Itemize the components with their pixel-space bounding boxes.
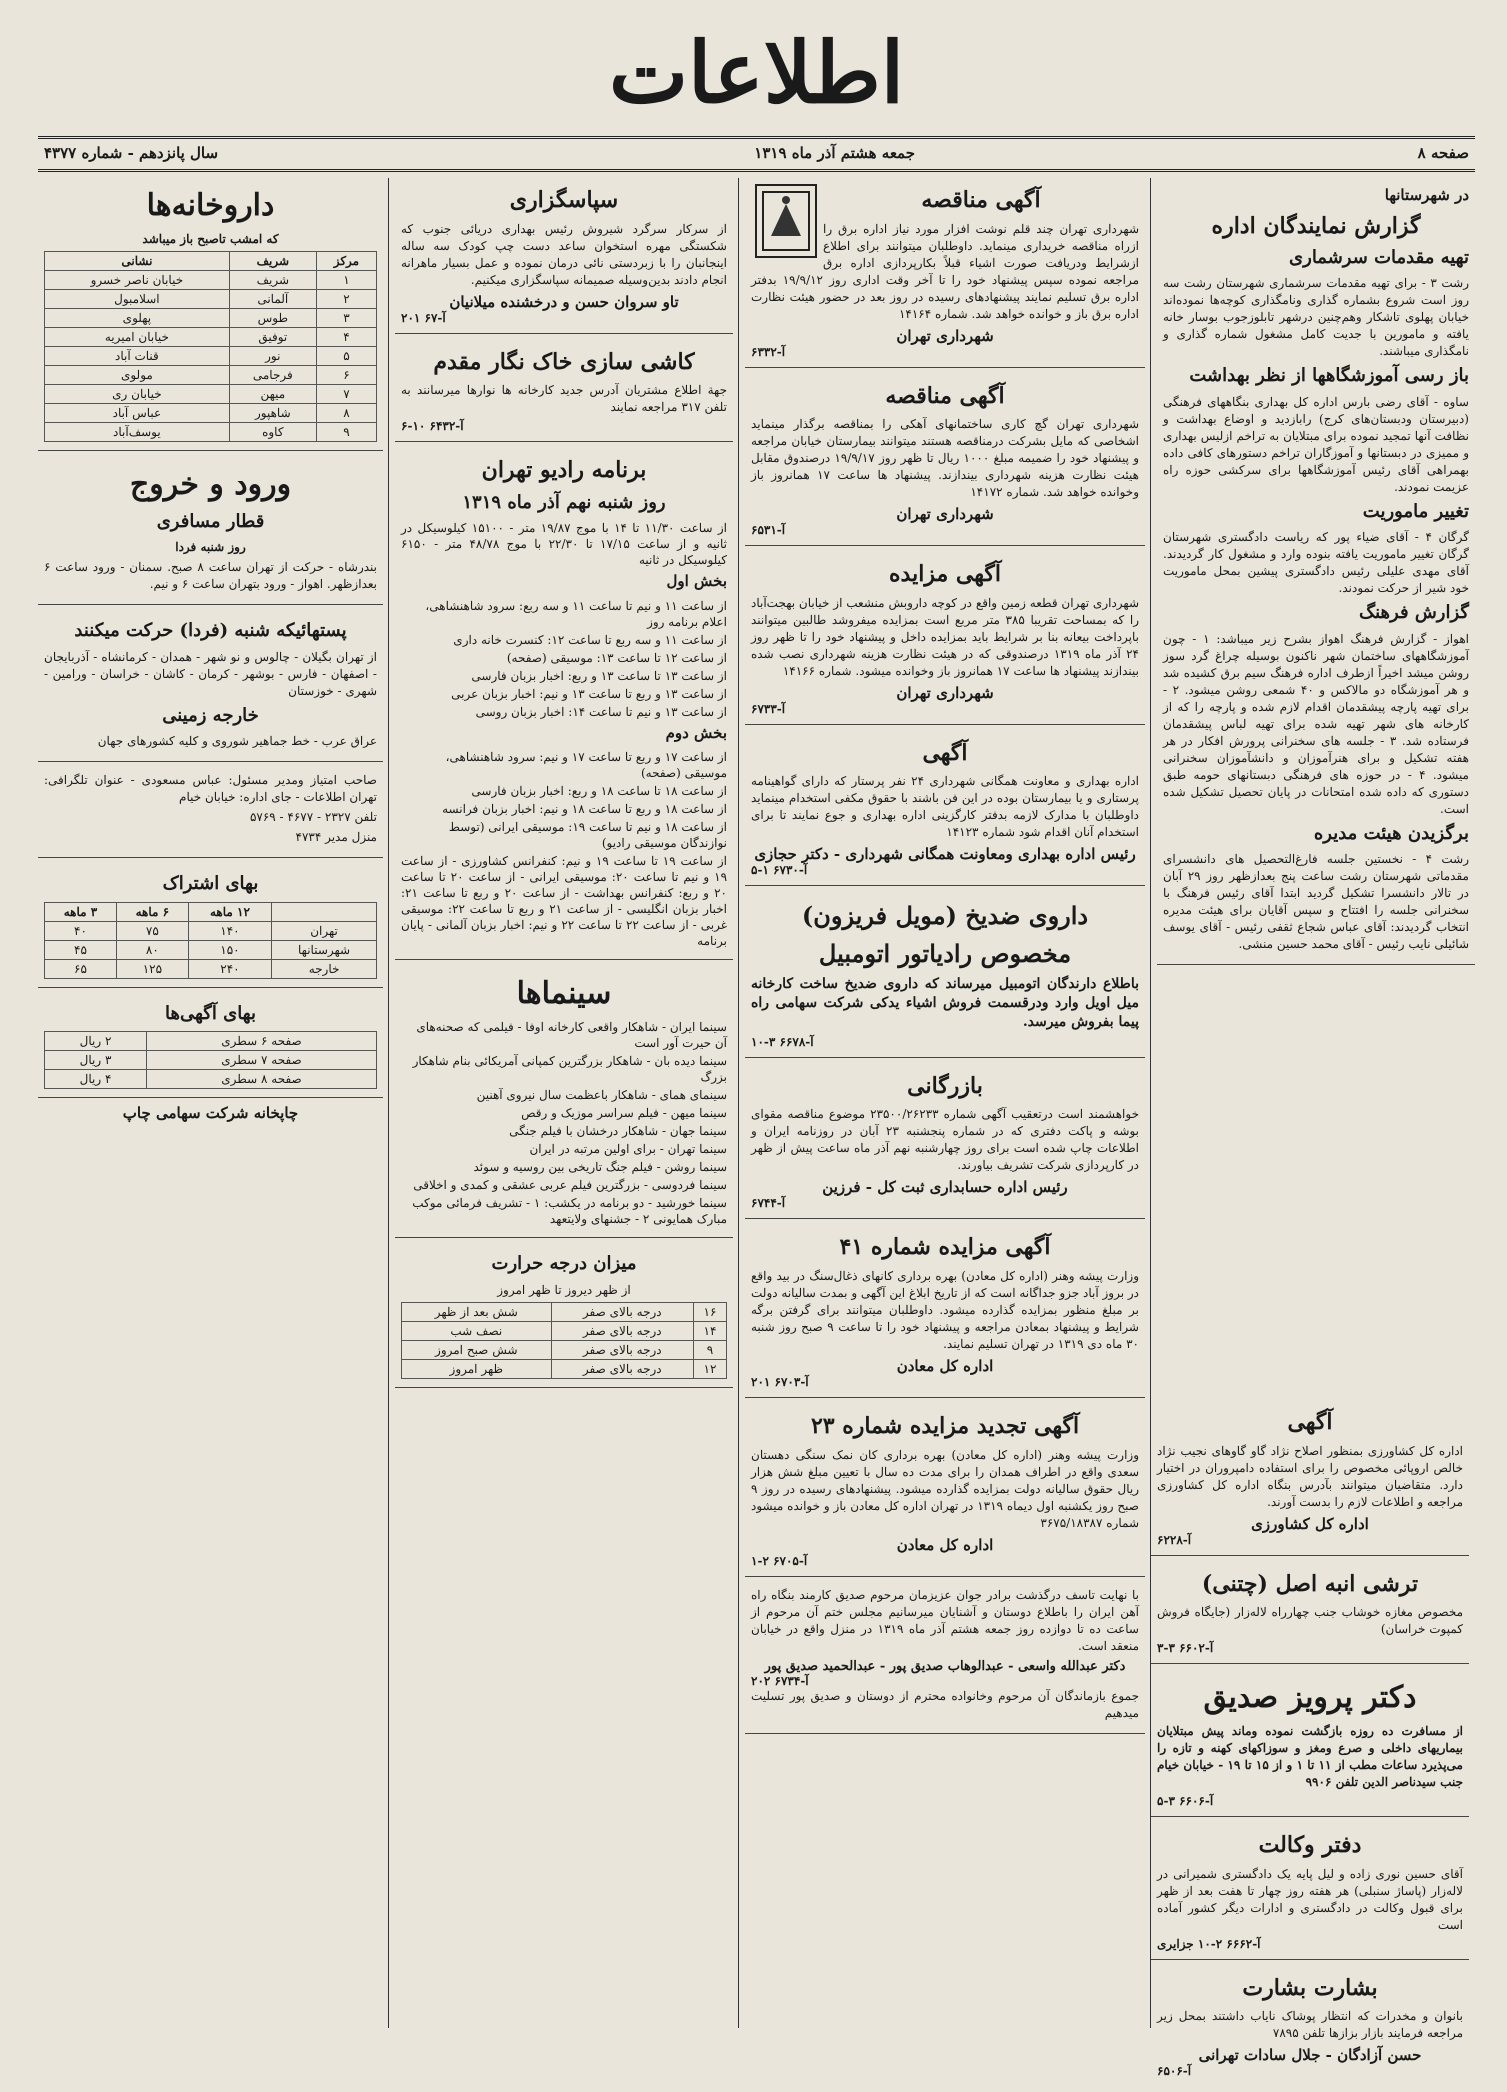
table-cell: ۶ — [316, 366, 376, 385]
table-cell: ۳ ریال — [45, 1050, 147, 1069]
trains-day: روز شنبه فردا — [175, 540, 246, 555]
column-notices — [745, 178, 1145, 2028]
temperature-subtitle: از ظهر دیروز تا ظهر امروز — [497, 1282, 631, 1297]
notice-text: وزارت پیشه وهنر (اداره کل معادن) بهره برداری کان نمک سنگی دهستان سعدی واقع در اطراف همدان را برای مدت ده سال با تعیین مبلغ شش هزار ریال حقوق سالیانه دولت بمزایده گذارده میشود. پیشنهادهای رسیده در روز ۹ صبح روز یکشنبه اول دیماه ۱۳۱۹ در تهران اداره کل معادن باز و خوانده میشود شماره ۳۶۷۵/۱۸۳۸۷ — [751, 1447, 1139, 1530]
ad-text: جهة اطلاع مشتریان آدرس جدید کارخانه ها نوارها میرسانند به تلفن ۳۱۷ مراجعه نمایند — [401, 383, 727, 415]
table-row — [45, 423, 377, 442]
chutney-ad — [1151, 1562, 1469, 1665]
law-office-ad — [1151, 1823, 1469, 1960]
post-title: پستهائیکه شنبه (فردا) حرکت میکنند — [74, 620, 347, 642]
table-cell: ظهر امروز — [402, 1359, 552, 1378]
trains-title: ورود و خروج — [129, 467, 292, 502]
auction-notice — [745, 1404, 1145, 1577]
table-cell: ۱۲ — [693, 1359, 726, 1378]
table-cell: صفحه ۶ سطری — [147, 1031, 377, 1050]
table-row — [45, 959, 377, 978]
cinema-item: سینما فردوسی - بزرگترین فیلم عربی عشقی و کمدی و اخلاقی — [413, 1178, 727, 1193]
news-text: رشت ۳ - برای تهیه مقدمات سرشماری شهرستان رشت سه روز است شروع بشماره گذاری ونامگذاری کوچه‌ها نموده‌اند خیابان پهلوی تاشکار وهم‌چنین درشهر تابلوزجوب بوسار خانه یافته و مامورین با جدیت کامل مشغول شماره گذاری و نامگذاری میباشند. — [1163, 276, 1469, 359]
ad-title: داروی ضدیخ (مویل فریزون) — [801, 901, 1089, 931]
cinema-list — [401, 1019, 727, 1227]
notice-ref: آ-۶۷۳۳ — [751, 701, 786, 716]
notice-signature: تاو سروان حسن و درخشنده میلانیان — [449, 292, 679, 311]
table-header: مرکز — [316, 252, 376, 271]
news-headline: گزارش فرهنگ — [1358, 602, 1469, 624]
table-cell: ۳ — [316, 309, 376, 328]
radio-item: از ساعت ۱۲ تا ساعت ۱۳: موسیقی (صفحه) — [506, 650, 727, 665]
ad-ref: آ-۶۵۰۶ — [1157, 2064, 1192, 2079]
table-cell: پهلوی — [45, 309, 230, 328]
table-row — [402, 1302, 727, 1321]
notice-title: آگهی مناقصه — [885, 382, 1005, 409]
table-row — [45, 1050, 377, 1069]
radio-item: از ساعت ۱۷ و ربع تا ساعت ۱۷ و نیم: سرود شاهنشاهی، موسیقی (صفحه) — [445, 750, 727, 781]
table-cell: خیابان ری — [45, 385, 230, 404]
table-header — [272, 902, 377, 921]
news-text: اهواز - گزارش فرهنگ اهواز بشرح زیر میباشد: ۱ - چون آموزشگاههای ساختمان شهر ناکنون بوسیله چراغ گرد سوز روشن میشد اخیراً ازطرف اداره فرهنگ سیم برق کشیده شد و هر آموزشگاه دو مالاکس و ۴۰ شمعی روشن میشود. ۲ - برای تهیه پارچه پیشقدمان اقدام لازم شده و پارچه را که از کارخانه های شهر تهیه شده برای تهیه لباس پیشقدمان فرستاده شد. ۳ - جلسه های سخنرانی پرورش افکار در هر هفته تشکیل و برای هنرآموزان و دانشآموزان سخنرانی میشود. ۴ - در حوزه های فرهنگی دبستانهای حومه طبق دستوری که داده شده امتحانات در پایان تحصیل تشکیل شده است. — [1163, 631, 1469, 816]
table-cell: شش صبح امروز — [402, 1340, 552, 1359]
news-headline: باز رسی آموزشگاهها از نظر بهداشت — [1189, 365, 1469, 387]
cinema-item: سینمای همای - شاهکار باعظمت سال نیروی آهنین — [476, 1088, 727, 1103]
ad-text: آقای حسین نوری زاده و لیل پایه یک دادگستری شمیرانی در لاله‌زار (پاساژ سنبلی) هر هفته روز چهار تا هفت بعد از ظهر برای قبول وکالت در دادگستری و ادارات دیگر کشور آماده است — [1157, 1866, 1463, 1932]
ad-title: دکتر پرویز صدیق — [1203, 1680, 1417, 1716]
cinema-item: سینما تهران - برای اولین مرتبه در ایران — [529, 1142, 727, 1157]
ad-text: باطلاع دارندگان اتومبیل میرساند که داروی ضدیخ ساخت کارخانه میل اویل وارد ودرقسمت فروش اشیاء یدکی شرکت سهامی راه پیما بفروش میرسد. — [751, 975, 1139, 1030]
tender-notice — [745, 374, 1145, 547]
dateline — [38, 136, 1475, 172]
ad-title: آگهی — [1287, 1409, 1333, 1435]
notice-signature: رئیس اداره بهداری ومعاونت همگانی شهرداری - دکتر حجازی — [754, 845, 1136, 864]
pharmacies-box — [38, 178, 383, 451]
notice-signature: شهرداری تهران — [896, 326, 994, 345]
radio-item: از ساعت ۱۱ و سه ربع تا ساعت ۱۲: کنسرت خانه داری — [453, 632, 727, 647]
table-row — [45, 366, 377, 385]
news-headline: تهیه مقدمات سرشماری — [1289, 247, 1469, 269]
table-cell: ۱۴ — [693, 1321, 726, 1340]
radio-program — [395, 448, 733, 960]
tile-ad — [395, 340, 733, 443]
cinema-title: سینماها — [516, 976, 612, 1012]
table-cell: صفحه ۷ سطری — [147, 1050, 377, 1069]
table-cell: خیابان ناصر خسرو — [45, 271, 230, 290]
ad-title: دفتر وکالت — [1258, 1832, 1362, 1859]
radio-list — [401, 598, 727, 720]
municipality-emblem-icon — [755, 184, 817, 258]
ad-ref: آ-۶۶۷۸ ۳-۱۰ — [751, 1034, 814, 1049]
news-text: ساوه - آقای رضی بارس اداره کل بهداری بنگاههای فرهنگی (دبیرستان ودبستان‌های کرج) رابازدید و اوضاع بهداشت و نظافت آنها تمجید نموده برای مبتلایان به تراخم ازلیس بهداری و ممیزی در دبستانها و آموزگاران تراخم دستورهای کافی داده بهمراهی آقای رئیس آموزشگاهها برای سرکشی حوزه راه عزیمت نمودند. — [1163, 394, 1469, 494]
table-header: ۱۲ ماهه — [188, 902, 271, 921]
radio-item: از ساعت ۱۳ تا ساعت ۱۳ و ربع: اخبار بزبان فارسی — [471, 668, 727, 683]
good-news-ad — [1151, 1966, 1469, 2087]
page-number: صفحه ۸ — [1417, 144, 1469, 162]
radio-item: از ساعت ۱۸ تا ساعت ۱۸ و ربع: اخبار بزبان فارسی — [471, 784, 727, 799]
table-cell: خیابان امیریه — [45, 328, 230, 347]
section-label: در شهرستانها — [1384, 186, 1469, 204]
post-text: از تهران بگیلان - چالوس و نو شهر - همدان - کرمانشاه - آذربایجان - اصفهان - فارس - بوشهر - کرمان - کاشان - خراسان - ورامین - شهری - خوزستان — [44, 649, 377, 698]
pharmacies-title: داروخانه‌ها — [146, 188, 275, 223]
column-radio-cinema — [395, 178, 733, 2028]
table-cell: درجه بالای صفر — [551, 1359, 693, 1378]
table-cell: ۴ — [316, 328, 376, 347]
cinema-item: سینما جهان - شاهکار درخشان با فیلم جنگی — [509, 1124, 727, 1139]
notice-ref: آ-۶۳۳۲ — [751, 344, 786, 359]
subscription-box — [38, 864, 383, 987]
ad-rates-table — [44, 1031, 377, 1089]
table-cell: نصف شب — [402, 1321, 552, 1340]
table-row — [45, 1069, 377, 1088]
table-header: ۳ ماهه — [45, 902, 117, 921]
printer-line: چاپخانه شرکت سهامی چاپ — [122, 1103, 299, 1122]
table-cell: ۲۴۰ — [188, 959, 271, 978]
table-cell: ۱۶ — [693, 1302, 726, 1321]
table-row — [45, 309, 377, 328]
doctor-ad — [1151, 1670, 1469, 1817]
table-cell: خارجه — [272, 959, 377, 978]
notice-ref: آ-۶۷۳۴ ۲۰۲ — [751, 1673, 809, 1688]
cinema-item: سینما ایران - شاهکار واقعی کارخانه اوفا - فیلمی که صحنه‌های آن حیرت آور است — [416, 1020, 727, 1051]
table-row — [45, 404, 377, 423]
notice-title: آگهی — [922, 739, 968, 766]
radio-title: برنامه رادیو تهران — [481, 457, 647, 484]
table-cell: آلمانی — [229, 290, 316, 309]
radio-item: از ساعت ۱۳ و نیم تا ساعت ۱۴: اخبار بزبان روسی — [475, 704, 727, 719]
table-cell: شریف — [229, 271, 316, 290]
table-cell: درجه بالای صفر — [551, 1302, 693, 1321]
radio-evening: از ساعت ۱۹ تا ساعت ۱۹ و نیم: کنفرانس کشاورزی - از ساعت ۱۹ و نیم تا ساعت ۲۰: موسیقی ایرانی - از ساعت ۲۰ تا ساعت ۲۰ و ربع: کنفرانس بهداشت - از ساعت ۲۰ و ربع تا ساعت ۲۱: اخبار بزبان انگلیسی - از ساعت ۲۱ و ربع تا ساعت ۲۲: موسیقی غربی - از ساعت ۲۲ تا ساعت ۲۲ و نیم: اخبار بزبان آلمانی - پایان برنامه — [401, 854, 728, 949]
radio-list — [401, 749, 727, 851]
news-text: رشت ۴ - نخستین جلسه فارغ‌التحصیل های دانشسرای مقدماتی شهرستان رشت ساعت پنج بعدازظهر روز ۲۹ آبان در تالار دانشسرا تشکیل گردید ابتدا آقای رئیس فرهنگ با سخنرانی جلسه را افتتاح و سپس آقایان برای هیئت مدیره انتخاب گردیدند: آقای عباس شجاع ثقفی رئیس - آقای یوسف شائیلی نایب رئیس - آقای محمد حسین منشی. — [1163, 852, 1469, 952]
subscription-table — [44, 902, 377, 979]
ad-rates-title: بهای آگهی‌ها — [165, 1002, 256, 1024]
thanks-notice — [395, 178, 733, 334]
table-cell: یوسف‌آباد — [45, 423, 230, 442]
notice-text: با نهایت تاسف درگذشت برادر جوان عزیزمان مرحوم صدیق کارمند بنگاه راه آهن ایران را باطلاع دوستان و آشنایان میرسانیم مجلس ختم آن مرحوم از ساعت ده تا دوازده روز جمعه هشتم آذر ماه ۱۳۱۹ در منزل واقع در خیابان منعقد است. — [751, 1587, 1139, 1653]
temperature-title: میزان درجه حرارت — [491, 1253, 637, 1275]
ad-text: از مسافرت ده روزه بازگشت نموده وماند پیش مبتلایان بیماریهای داخلی و صرع ومغز و سوزاکهای کهنه و تازه را می‌پذیرد ساعات مطب از ۱۱ تا ۱ و از ۱۵ تا ۱۹ - خیابان خیام جنب سیدناصر الدین تلفن ۹۹۰۶ — [1157, 1724, 1463, 1790]
notice-signature: اداره کل معادن — [896, 1356, 994, 1375]
table-row — [45, 1031, 377, 1050]
table-cell: نور — [229, 347, 316, 366]
table-cell: صفحه ۸ سطری — [147, 1069, 377, 1088]
ad-title: بشارت بشارت — [1242, 1974, 1378, 2001]
notice-signature: اداره کل معادن — [896, 1535, 994, 1554]
radio-item: از ساعت ۱۸ و ربع تا ساعت ۱۸ و نیم: اخبار بزبان فرانسه — [442, 802, 727, 817]
temperature-table — [401, 1302, 727, 1379]
table-row — [402, 1321, 727, 1340]
notice-text: از سرکار سرگرد شیروش رئیس بهداری دریائی جنوب که شکستگی مهره استخوان ساعد دست چپ کودک سه ساله اینجانبان را با زبردستی نائی درمان نموده و عمل بسیار ماهرانه انجام دادند بدین‌وسیله صمیمانه سپاسگزاری میکنیم. — [401, 221, 727, 287]
auction-notice — [745, 1225, 1145, 1398]
notice-title: آگهی مناقصه — [921, 187, 1041, 213]
news-text: گرگان ۴ - آقای ضیاء پور که ریاست دادگستری شهرستان گرگان تغییر ماموریت یافته بنوده وارد و مشغول کار گردیدند. آقای مهدی علیلی رئیس دادگستری پیشین بمحل ماموریت خود شیر از حرکت نمودند. — [1163, 530, 1469, 596]
publisher-text: صاحب امتیاز ومدیر مسئول: عباس مسعودی - عنوان تلگرافی: تهران اطلاعات - جای اداره: خیابان خیام — [44, 773, 377, 805]
volume-number: سال پانزدهم - شماره ۴۳۷۷ — [44, 144, 219, 162]
ad-text: اداره کل کشاورزی بمنظور اصلاح نژاد گاو گاوهای نجیب نژاد خالص اروپائی مخصوص را برای استفاده دامپروران در اختیار دارد. متقاضیان میتوانند بآدرس بنگاه اداره کل کشاورزی مراجعه و اطلاعات لازم را بدست آورند. — [1157, 1443, 1463, 1509]
table-row — [45, 940, 377, 959]
table-cell: شش بعد از ظهر — [402, 1302, 552, 1321]
table-cell: اسلامبول — [45, 290, 230, 309]
section-title: گزارش نمایندگان اداره — [1211, 212, 1421, 239]
issue-date: جمعه هشتم آذر ماه ۱۳۱۹ — [754, 144, 915, 162]
table-cell: طوس — [229, 309, 316, 328]
news-headline: برگزیدن هیئت مدیره — [1313, 822, 1469, 844]
masthead — [38, 18, 1475, 128]
table-cell: شاهپور — [229, 404, 316, 423]
table-row — [45, 347, 377, 366]
table-cell: توفیق — [229, 328, 316, 347]
cinema-item: سینما روشن - فیلم جنگ تاریخی بین روسیه و سوئد — [473, 1160, 727, 1175]
radio-intro: از ساعت ۱۱/۳۰ تا ۱۴ با موج ۱۹/۸۷ متر - ۱۵۱۰۰ کیلوسیکل در ثانیه و از ساعت ۱۷/۱۵ تا ۲۲/۳۰ با موج ۴۸/۷۸ متر - ۶۱۵۰ کیلوسیکل در ثانیه — [401, 521, 728, 568]
temperature-box — [395, 1244, 733, 1387]
table-cell: ۵ — [316, 347, 376, 366]
agriculture-ad — [1151, 1400, 1469, 1556]
post-box — [38, 611, 383, 762]
pharmacies-subtitle: که امشب تاصبح باز میباشد — [142, 232, 279, 246]
ad-rates-box — [38, 994, 383, 1098]
table-cell: ۱ — [316, 271, 376, 290]
table-cell: شهرستانها — [272, 940, 377, 959]
radio-section-head: بخش دوم — [665, 723, 727, 742]
table-cell: درجه بالای صفر — [551, 1321, 693, 1340]
notice-text: شهرداری تهران قطعه زمین واقع در کوچه داروبش منشعب از خیابان بهجت‌آباد را که بمساحت تقریبا ۳۸۵ متر مربع است بمزایده میفروشد طالبین میتوانند باپرداخت بیعانه بنا بر شرایط باید بمزایده داخل و پیشنهاد خود را تا ظهر روز ۲۴ آذر ماه ۱۳۱۹ درصندوقی که در هیئت نظارت هزینه شهرداری نصب شده بیندازند پیشنهاد ها ساعت ۱۷ همانروز باز وخوانده میشود. شماره ۱۴۱۶۶ — [751, 595, 1139, 678]
table-cell: قنات آباد — [45, 347, 230, 366]
newspaper-title: اطلاعات — [608, 23, 905, 122]
publisher-phone: تلفن ۲۳۲۷ - ۴۶۷۷ - ۵۷۶۹ — [249, 810, 377, 825]
table-cell: کاوه — [229, 423, 316, 442]
table-cell: تهران — [272, 921, 377, 940]
tender-notice — [745, 178, 1145, 368]
radio-item: از ساعت ۱۸ و نیم تا ساعت ۱۹: موسیقی ایرانی (توسط نوازندگان موسیقی رادیو) — [448, 820, 727, 851]
notice-signature: شهرداری تهران — [896, 505, 994, 524]
table-header: شریف — [229, 252, 316, 271]
ad-ref: آ-۶۴۳۲ ۱۰-۶ — [401, 419, 464, 434]
table-row — [402, 1359, 727, 1378]
notice — [745, 731, 1145, 887]
table-cell: فرجامی — [229, 366, 316, 385]
table-cell: ۱۴۰ — [188, 921, 271, 940]
column-provinces-ads — [1151, 1400, 1469, 2092]
table-cell: مولوی — [45, 366, 230, 385]
table-cell: ۱۲۵ — [116, 959, 188, 978]
auction-notice — [745, 552, 1145, 725]
notice-ref: آ-۶۷۴۴ — [751, 1196, 786, 1211]
table-cell: میهن — [229, 385, 316, 404]
radio-section-head: بخش اول — [666, 572, 727, 591]
table-cell: ۹ — [316, 423, 376, 442]
manager-phone: منزل مدیر ۴۷۳۴ — [295, 830, 377, 845]
ad-title: ترشی انبه اصل (چتنی) — [1201, 1570, 1419, 1597]
notice-title: سپاسگزاری — [509, 187, 619, 213]
publisher-box — [38, 768, 383, 858]
table-cell: ۹ — [693, 1340, 726, 1359]
cinema-item: سینما خورشید - دو برنامه در یکشب: ۱ - تشریف فرمائی موکب مبارک همایونی ۲ - جشنهای ولایتعهد — [412, 1196, 727, 1227]
notice-text: وزارت پیشه وهنر (اداره کل معادن) بهره برداری کانهای ذغال‌سنگ در بید واقع در بروز آباد جزو جداگانه است که از تاریخ ابلاغ این آگهی و بمدت سالیانه دولت بر مبلغ منظور بمزایده گذارده میشود. داوطلبان میتوانند برای گرفتن برگه شرایط و پیشنهاد بمعادن مراجعه و پیشنهاد خود را تا ساعت ۹ صبح روز شنبه ۳۰ ماه دی ۱۳۱۹ در تهران تسلیم نمایند. — [751, 1268, 1139, 1351]
notice-signature: دکتر عبدالله واسعی - عبدالوهاب صدیق پور - عبدالحمید صدیق پور — [764, 1658, 1126, 1674]
pharmacies-table — [44, 251, 377, 442]
notice-text: شهرداری تهران چند قلم نوشت افزار مورد نیاز اداره برق را ازراه مناقصه خریداری مینماید. داوطلبان میتوانند برای اطلاع ازشرایط ودریافت صورت اشیاء قبلاً بکارپردازی اداره برق مراجعه نموده سپس پیشنهاد خود را تا آخر وقت اداری روز ۱۹/۹/۱۲ بدفتر اداره برق تسلیم نمایند پیشنهادهای رسیده در روز بعد در حضور هیئت نظارت اداره برق باز و خوانده خواهد شد. شماره ۱۴۱۶۴ — [751, 221, 1139, 321]
notice-text: اداره بهداری و معاونت همگانی شهرداری ۲۴ نفر پرستار که دارای گواهینامه پرستاری و یا بیمارستان بوده در این فن باشند با حقوق مکفی استخدام مینماید داوطلبان با مدارک لازمه بدفتر کارگزینی اداره بهداری و جوع نمایند تا برای استخدام آنان اقدام شود شماره ۱۴۱۲۳ — [751, 774, 1139, 840]
cinema-item: سینما دیده بان - شاهکار بزرگترین کمپانی آمریکائی بنام شاهکار بزرگ — [412, 1054, 727, 1085]
notice-ref: آ-۶۷۳۰ ۱-۵ — [751, 863, 808, 878]
foreign-post-title: خارجه زمینی — [162, 704, 259, 726]
trains-text: بندرشاه - حرکت از تهران ساعت ۸ صبح. سمنان - ورود ساعت ۶ بعدازظهر. اهواز - ورود بتهران ساعت ۶ و نیم. — [44, 560, 378, 592]
notice-title: بازرگانی — [907, 1072, 983, 1099]
notice-ref: آ-۶۵۳۱ — [751, 523, 786, 538]
table-cell: ۴۰ — [45, 921, 117, 940]
table-cell: درجه بالای صفر — [551, 1340, 693, 1359]
table-cell: ۶۵ — [45, 959, 117, 978]
notice-text: خواهشمند است درتعقیب آگهی شماره ۲۳۵۰۰/۲۶۲۳۳ موضوع مناقصه مقوای بوشه و پاکت دفتری که در شماره پنجشنبه ۲۳ آبان در روزنامه ایران و اطلاعات چاپ شده است برای روز چهارشنبه نهم آذر ماه ساعت پیش از ظهر در کارپردازی شرکت تشریف بیاورند. — [751, 1107, 1140, 1173]
trains-subtitle: قطار مسافری — [156, 511, 265, 532]
column-services — [38, 178, 383, 2028]
cinema-item: سینما میهن - فیلم سراسر موزیک و رقص — [521, 1106, 727, 1121]
ad-signature: اداره کل کشاورزی — [1251, 1514, 1369, 1533]
notice-title: آگهی تجدید مزایده شماره ۲۳ — [810, 1412, 1080, 1439]
ad-ref: آ-۶۶۰۶ ۳-۵ — [1157, 1794, 1214, 1809]
radio-date: روز شنبه نهم آذر ماه ۱۳۱۹ — [462, 491, 666, 513]
ad-ref: آ-۶۲۲۸ — [1157, 1532, 1192, 1547]
table-header: نشانی — [45, 252, 230, 271]
table-row — [45, 271, 377, 290]
notice-ref: آ-۶۷ ۲۰۱ — [401, 310, 446, 325]
notice-title: آگهی مزایده شماره ۴۱ — [839, 1234, 1051, 1261]
notice-signature: شهرداری تهران — [896, 683, 994, 702]
notice-title: آگهی مزایده — [889, 561, 1001, 588]
table-cell: ۸ — [316, 404, 376, 423]
cinema-listings — [395, 966, 733, 1238]
table-cell: ۴ ریال — [45, 1069, 147, 1088]
table-cell: ۲ — [316, 290, 376, 309]
antifreeze-ad — [745, 892, 1145, 1057]
obituary-notice — [745, 1583, 1145, 1734]
table-row — [402, 1340, 727, 1359]
table-row — [45, 290, 377, 309]
notice-ref: آ-۶۷۰۵ ۲-۱ — [751, 1553, 808, 1568]
ad-signature: حسن آزادگان - جلال سادات تهرانی — [1198, 2046, 1422, 2065]
ad-subtitle: مخصوص رادیاتور اتومبیل — [818, 938, 1072, 968]
news-headline: تغییر ماموریت — [1362, 500, 1469, 522]
notice-text: شهرداری تهران گچ کاری ساختمانهای آهکی را بمناقصه برگذار مینماید اشخاصی که مایل بشرکت درمناقصه هستند میتوانند بیمارستان خیابان مراجعه و پیشنهاد خود را ضمیمه مبلغ ۱۰۰۰ ریال تا ظهر روز ۱۹/۹/۱۷ درصندوق مقابل هیئت نظارت هزینه شهرداری بیندازند. پیشنهاد ها ساعت ۱۷ همانروز باز وخوانده خواهد شد. شماره ۱۴۱۷۲ — [751, 417, 1139, 500]
foreign-post-text: عراق عرب - خط جماهیر شوروی و کلیه کشورهای جهان — [97, 734, 377, 749]
commerce-notice — [745, 1064, 1145, 1220]
table-cell: ۴۵ — [45, 940, 117, 959]
subscription-title: بهای اشتراک — [162, 873, 259, 895]
ad-text: مخصوص مغازه خوشاب جنب چهارراه لاله‌زار (جایگاه فروش کمپوت خراسان) — [1157, 1605, 1463, 1637]
ad-ref: آ-۶۶۶۲ ۲-۱۰ جزایری — [1157, 1936, 1261, 1951]
table-header: ۶ ماهه — [116, 902, 188, 921]
notice-footnote: جموع بازماندگان آن مرحوم وخانواده محترم از دوستان و صدیق پور تسلیت میدهیم — [751, 1688, 1139, 1720]
table-cell: عباس آباد — [45, 404, 230, 423]
table-row — [45, 385, 377, 404]
ad-text: بانوان و مخدرات که انتظار پوشاک نایاب داشتند بمحل زیر مراجعه فرمایند بازار بزازها تلفن ۷۸۹۵ — [1157, 2009, 1463, 2041]
notice-signature: رئیس اداره حسابداری ثبت کل - فرزین — [822, 1178, 1068, 1197]
ad-ref: آ-۶۶۰۲ ۳-۳ — [1157, 1641, 1214, 1656]
table-cell: ۱۵۰ — [188, 940, 271, 959]
table-cell: ۷۵ — [116, 921, 188, 940]
ad-title: کاشی سازی خاک نگار مقدم — [433, 348, 695, 375]
table-cell: ۲ ریال — [45, 1031, 147, 1050]
radio-item: از ساعت ۱۳ و ربع تا ساعت ۱۳ و نیم: اخبار بزبان عربی — [451, 686, 727, 701]
table-row — [45, 328, 377, 347]
table-cell: ۷ — [316, 385, 376, 404]
table-row — [45, 921, 377, 940]
radio-item: از ساعت ۱۱ و نیم تا ساعت ۱۱ و سه ربع: سرود شاهنشاهی، اعلام برنامه روز — [425, 598, 727, 629]
trains-box — [38, 457, 383, 605]
table-cell: ۸۰ — [116, 940, 188, 959]
notice-ref: آ-۶۷۰۳ ۲۰۱ — [751, 1374, 809, 1389]
